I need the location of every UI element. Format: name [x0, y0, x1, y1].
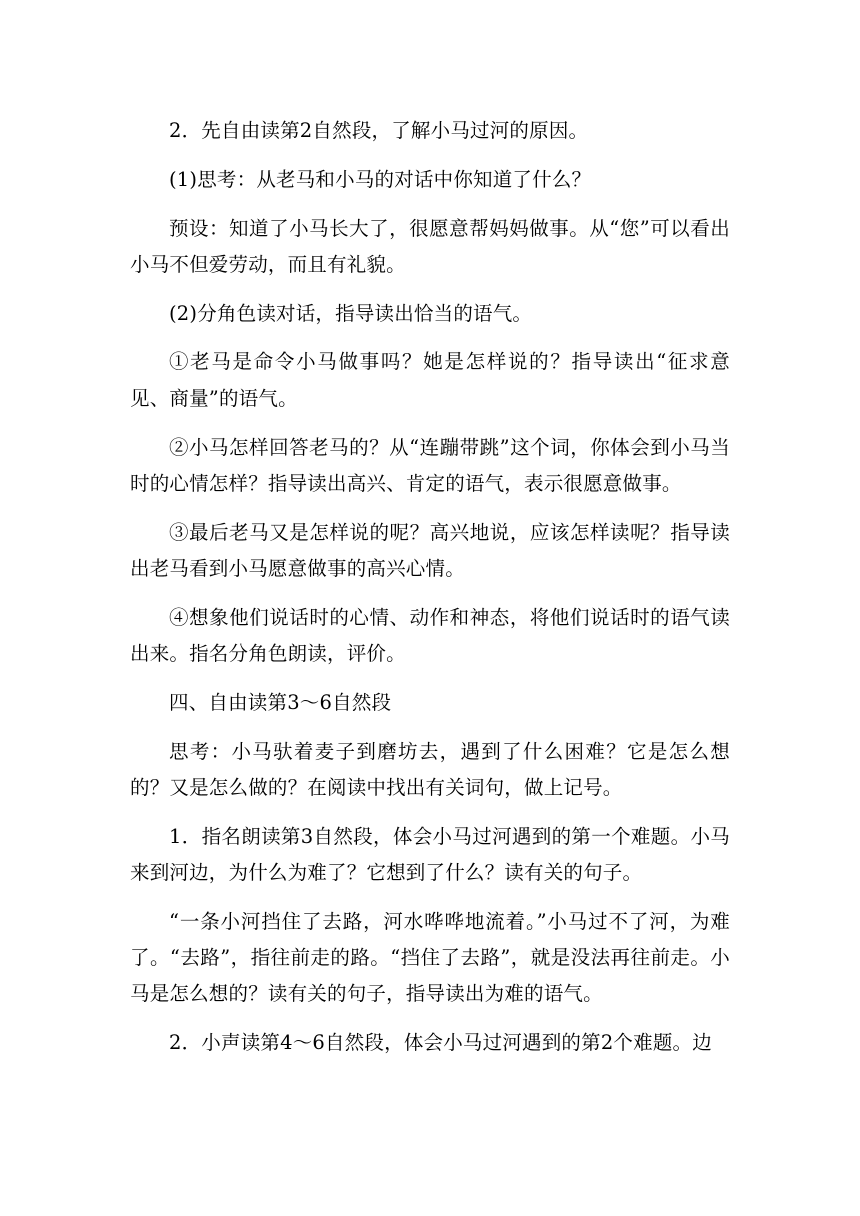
paragraph-step-2-quiet-read: 2．小声读第4～6自然段，体会小马过河遇到的第2个难题。边 — [169, 1031, 712, 1055]
paragraph-quote-river: “一条小河挡住了去路，河水哗哗地流着。”小马过不了河，为难了。“去路”，指往前走的路。“挡住了去路”，就是没法再往前走。小马是怎么想的？读有关的句子，指导读出为难的语气。 — [130, 909, 730, 1006]
paragraph-point-3: ③最后老马又是怎样说的呢？高兴地说，应该怎样读呢？指导读出老马看到小马愿意做事的高兴心情。 — [130, 520, 730, 580]
paragraph-role-reading: (2)分角色读对话，指导读出恰当的语气。 — [169, 301, 533, 325]
paragraph-point-1: ①老马是命令小马做事吗？她是怎样说的？指导读出“征求意见、商量”的语气。 — [130, 350, 730, 410]
paragraph-think-difficulty: 思考：小马驮着麦子到磨坊去，遇到了什么困难？它是怎么想的？又是怎么做的？在阅读中找出有关词句，做上记号。 — [130, 739, 730, 799]
paragraph-think-dialogue: (1)思考：从老马和小马的对话中你知道了什么？ — [169, 167, 592, 191]
paragraph-preset-answer: 预设：知道了小马长大了，很愿意帮妈妈做事。从“您”可以看出小马不但爱劳动，而且有礼貌。 — [130, 216, 730, 276]
section-heading-four: 四、自由读第3～6自然段 — [169, 690, 392, 714]
paragraph-step-2-read: 2．先自由读第2自然段，了解小马过河的原因。 — [169, 119, 589, 142]
paragraph-point-4: ④想象他们说话时的心情、动作和神态，将他们说话时的语气读出来。指名分角色朗读，评价。 — [130, 605, 730, 666]
paragraph-point-2: ②小马怎样回答老马的？从“连蹦带跳”这个词，你体会到小马当时的心情怎样？指导读出高兴、肯定的语气，表示很愿意做事。 — [130, 435, 730, 495]
paragraph-step-1-read: 1．指名朗读第3自然段，体会小马过河遇到的第一个难题。小马来到河边，为什么为难了？它想到了什么？读有关的句子。 — [130, 824, 730, 885]
document-body — [130, 113, 730, 1074]
